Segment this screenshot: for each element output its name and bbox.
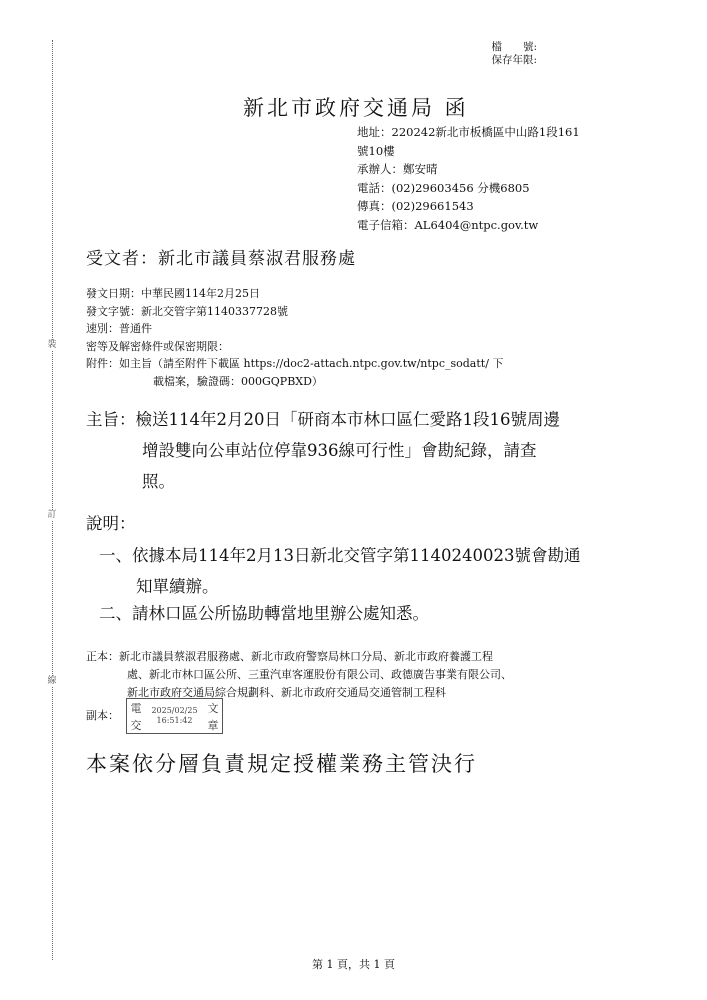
subject <box>86 404 560 497</box>
cc-label: 副本： <box>86 709 119 722</box>
stamp-char: 電 <box>130 701 142 715</box>
original-recipients: 正本：新北市議員蔡淑君服務處、新北市政府警察局林口分局、新北市政府養護工程 <box>86 650 493 663</box>
original-recipients-continued: 處、新北市林口區公所、三重汽車客運股份有限公司、政德廣告事業有限公司、 <box>127 668 512 681</box>
handler: 承辦人：鄭安晴 <box>357 162 438 176</box>
electronic-seal-stamp <box>126 698 223 734</box>
explanation-item <box>99 540 580 602</box>
recipient: 受文者：新北市議員蔡淑君服務處 <box>86 249 356 269</box>
contact-block <box>357 123 627 234</box>
stamp-char: 交 <box>130 718 142 732</box>
binding-mark: 訂 <box>47 510 57 520</box>
email: 電子信箱：AL6404@ntpc.gov.tw <box>357 217 539 232</box>
attachment-continued: 載檔案，驗證碼：000GQPBXD） <box>153 374 323 388</box>
subject-line: 主旨：檢送114年2月20日「研商本市林口區仁愛路1段16號周邊 <box>86 410 560 429</box>
stamp-char: 章 <box>207 718 219 732</box>
explanation-line: 一、依據本局114年2月13日新北交管字第1140240023號會勘通 <box>99 546 581 565</box>
stamp-datetime <box>145 699 204 733</box>
binding-mark: 裝 <box>47 340 57 350</box>
attachment: 附件：如主旨（請至附件下載區 https://doc2-attach.ntpc.gov.tw/ntpc_sodatt/ 下 <box>86 357 504 370</box>
explanation-line: 二、請林口區公所協助轉當地里辦公處知悉。 <box>99 604 429 623</box>
security-level: 密等及解密條件或保密期限： <box>86 339 229 353</box>
file-number-label: 檔 號: <box>491 41 537 53</box>
explanation-line: 知單續辦。 <box>136 577 219 596</box>
phone: 電話：(02)29603456 分機6805 <box>357 180 530 195</box>
address-line: 號10樓 <box>357 143 395 158</box>
authorization-note: 本案依分層負責規定授權業務主管決行 <box>86 752 477 776</box>
issue-date: 發文日期：中華民國114年2月25日 <box>86 287 260 300</box>
binding-margin-line <box>52 40 53 960</box>
stamp-date: 2025/02/25 <box>151 706 198 715</box>
explanation-item <box>99 598 429 629</box>
document-number: 發文字號：新北交管字第1140337728號 <box>86 304 288 318</box>
stamp-time: 16:51:42 <box>156 716 193 725</box>
original-recipients-continued: 新北市政府交通局綜合規劃科、新北市政府交通局交通管制工程科 <box>127 686 446 699</box>
binding-mark: 線 <box>47 676 57 686</box>
document-title: 新北市政府交通局 函 <box>243 96 469 120</box>
subject-line: 照。 <box>142 472 175 491</box>
fax: 傳真：(02)29661543 <box>357 199 474 213</box>
address-line: 地址：220242新北市板橋區中山路1段161 <box>357 125 580 139</box>
retention-period-label: 保存年限: <box>491 54 537 66</box>
subject-line: 增設雙向公車站位停靠936線可行性」會勘紀錄，請查 <box>142 441 537 460</box>
page-number: 第 1 頁，共 1 頁 <box>312 958 395 971</box>
explanation-label: 說明： <box>86 514 136 533</box>
meta-block <box>86 285 503 390</box>
delivery-speed: 速別：普通件 <box>86 322 152 335</box>
stamp-char: 文 <box>207 701 219 715</box>
